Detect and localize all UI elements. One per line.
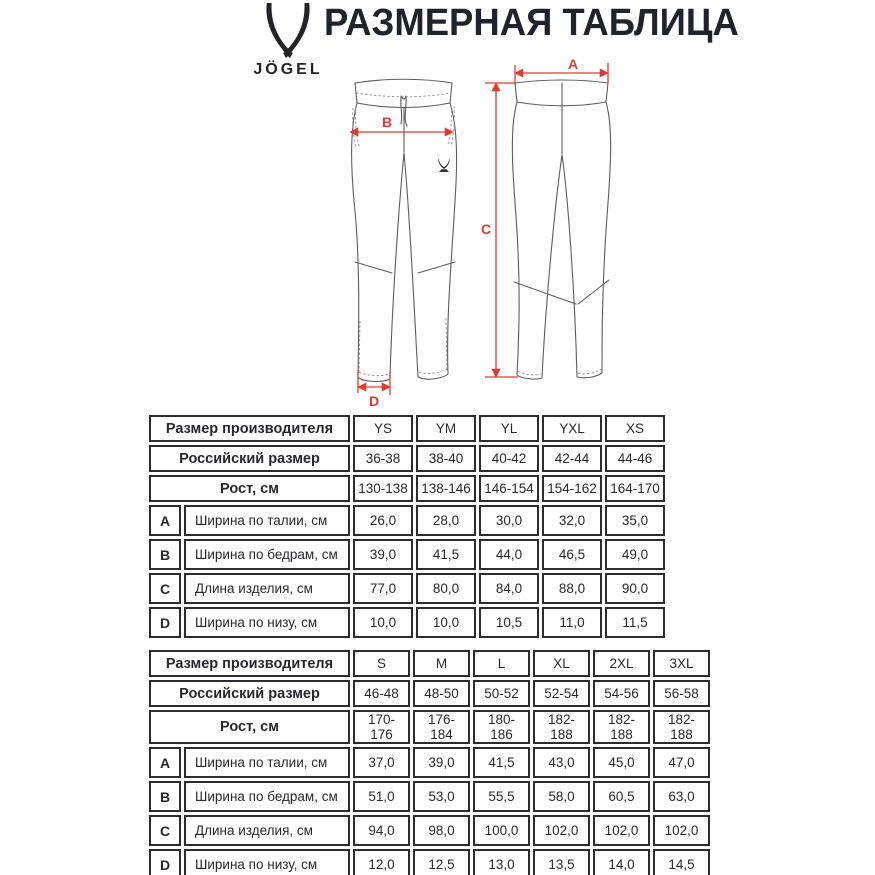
measure-key: C [149, 815, 181, 846]
pants-back-view [481, 56, 611, 379]
measure-row [149, 815, 710, 846]
measure-key: D [149, 849, 181, 875]
header-row [149, 475, 665, 502]
front-pocket-left [353, 108, 359, 148]
dimension-c [481, 83, 518, 377]
measure-key: A [149, 747, 181, 778]
header-label: Размер производителя [149, 415, 350, 442]
brand-logo [238, 2, 338, 78]
measure-value: 14,5 [653, 849, 710, 875]
measure-key: B [149, 539, 181, 570]
measure-row [149, 781, 710, 812]
header-label: Размер производителя [149, 650, 350, 677]
measure-label: Ширина по талии, см [184, 747, 350, 778]
measure-key: C [149, 573, 181, 604]
header-row [149, 415, 665, 442]
front-pocket-right [448, 106, 454, 146]
header-label: Российский размер [149, 445, 350, 472]
measure-value: 53,0 [413, 781, 470, 812]
measure-key: B [149, 781, 181, 812]
dimension-a-label: A [567, 56, 579, 72]
size-value: 46-48 [353, 680, 410, 707]
size-value: YS [353, 415, 413, 442]
size-value: 182-188 [653, 710, 710, 744]
size-value: YXL [542, 415, 602, 442]
front-outline [352, 103, 457, 381]
size-value: 48-50 [413, 680, 470, 707]
size-value: 50-52 [473, 680, 530, 707]
measure-label: Ширина по низу, см [184, 607, 350, 638]
size-value: L [473, 650, 530, 677]
size-value: 40-42 [479, 445, 539, 472]
size-value: 38-40 [416, 445, 476, 472]
measure-value: 77,0 [353, 573, 413, 604]
measure-value: 55,5 [473, 781, 530, 812]
size-value: 154-162 [542, 475, 602, 502]
measure-label: Ширина по талии, см [184, 505, 350, 536]
measure-value: 11,0 [542, 607, 602, 638]
size-value: 146-154 [479, 475, 539, 502]
measure-value: 26,0 [353, 505, 413, 536]
measure-value: 39,0 [353, 539, 413, 570]
size-value: 130-138 [353, 475, 413, 502]
measure-value: 13,5 [533, 849, 590, 875]
measure-value: 98,0 [413, 815, 470, 846]
measure-label: Ширина по бедрам, см [184, 781, 350, 812]
measure-value: 102,0 [593, 815, 650, 846]
measure-key: A [149, 505, 181, 536]
size-value: 36-38 [353, 445, 413, 472]
measure-value: 39,0 [413, 747, 470, 778]
measure-row [149, 573, 665, 604]
measure-value: 80,0 [416, 573, 476, 604]
size-value: 2XL [593, 650, 650, 677]
measure-value: 10,0 [353, 607, 413, 638]
measure-value: 90,0 [605, 573, 665, 604]
size-table-youth [146, 412, 668, 641]
size-value: 182-188 [533, 710, 590, 744]
size-value: 3XL [653, 650, 710, 677]
header-row [149, 650, 710, 677]
measure-value: 58,0 [533, 781, 590, 812]
measure-value: 30,0 [479, 505, 539, 536]
pants-logo-icon [438, 158, 450, 172]
measure-value: 45,0 [593, 747, 650, 778]
front-waistband [355, 79, 452, 107]
measure-value: 94,0 [353, 815, 410, 846]
size-table-adult [146, 647, 713, 875]
pants-diagram [330, 56, 650, 410]
measure-value: 32,0 [542, 505, 602, 536]
size-value: XL [533, 650, 590, 677]
size-value: 138-146 [416, 475, 476, 502]
size-value: M [413, 650, 470, 677]
measure-value: 100,0 [473, 815, 530, 846]
size-value: YM [416, 415, 476, 442]
measure-key: D [149, 607, 181, 638]
dimension-a [515, 56, 608, 85]
measure-value: 63,0 [653, 781, 710, 812]
measure-row [149, 849, 710, 875]
header-row [149, 445, 665, 472]
measure-value: 10,0 [416, 607, 476, 638]
measure-value: 12,5 [413, 849, 470, 875]
header-label: Российский размер [149, 680, 350, 707]
dimension-d-label: D [368, 393, 380, 409]
measure-value: 41,5 [416, 539, 476, 570]
measure-label: Ширина по бедрам, см [184, 539, 350, 570]
size-value: 164-170 [605, 475, 665, 502]
size-value: S [353, 650, 410, 677]
header-row [149, 710, 710, 744]
measure-label: Длина изделия, см [184, 815, 350, 846]
size-value: 180-186 [473, 710, 530, 744]
header-row [149, 680, 710, 707]
measure-value: 88,0 [542, 573, 602, 604]
size-value: XS [605, 415, 665, 442]
measure-value: 28,0 [416, 505, 476, 536]
measure-value: 49,0 [605, 539, 665, 570]
measure-value: 102,0 [653, 815, 710, 846]
size-value: 42-44 [542, 445, 602, 472]
measure-value: 46,5 [542, 539, 602, 570]
measure-value: 47,0 [653, 747, 710, 778]
page-title: РАЗМЕРНАЯ ТАБЛИЦА [324, 2, 739, 44]
measure-value: 51,0 [353, 781, 410, 812]
measure-value: 60,5 [593, 781, 650, 812]
size-value: YL [479, 415, 539, 442]
measure-value: 44,0 [479, 539, 539, 570]
size-value: 52-54 [533, 680, 590, 707]
measure-row [149, 747, 710, 778]
measure-value: 37,0 [353, 747, 410, 778]
size-value: 44-46 [605, 445, 665, 472]
measure-value: 10,5 [479, 607, 539, 638]
measure-value: 43,0 [533, 747, 590, 778]
measure-value: 13,0 [473, 849, 530, 875]
measure-value: 41,5 [473, 747, 530, 778]
brand-logo-text: JÖGEL [253, 61, 323, 78]
dimension-c-label: C [480, 221, 492, 237]
size-value: 170-176 [353, 710, 410, 744]
measure-label: Длина изделия, см [184, 573, 350, 604]
brand-logo-icon [257, 2, 319, 60]
measure-row [149, 539, 665, 570]
measure-value: 102,0 [533, 815, 590, 846]
measure-row [149, 607, 665, 638]
measure-value: 35,0 [605, 505, 665, 536]
pants-front-view [351, 79, 457, 409]
size-value: 176-184 [413, 710, 470, 744]
measure-label: Ширина по низу, см [184, 849, 350, 875]
measure-row [149, 505, 665, 536]
measure-value: 84,0 [479, 573, 539, 604]
measure-value: 12,0 [353, 849, 410, 875]
measure-value: 11,5 [605, 607, 665, 638]
measure-value: 14,0 [593, 849, 650, 875]
back-outline [512, 83, 610, 379]
header-label: Рост, см [149, 710, 350, 744]
header-label: Рост, см [149, 475, 350, 502]
size-value: 54-56 [593, 680, 650, 707]
size-value: 182-188 [593, 710, 650, 744]
dimension-b-label: B [381, 114, 393, 130]
size-value: 56-58 [653, 680, 710, 707]
